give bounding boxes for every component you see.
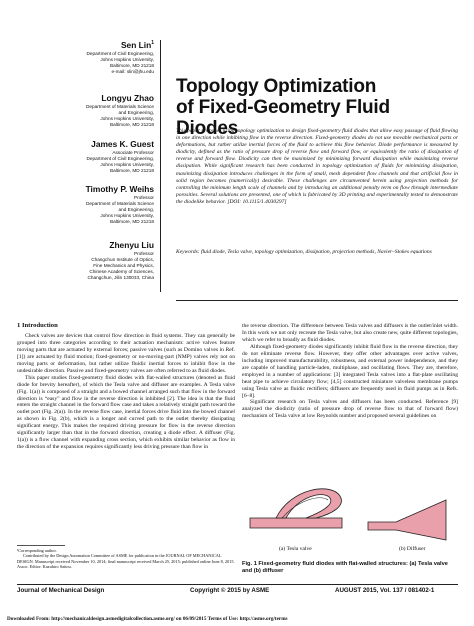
author-affiliation-line: e-mail: slin@jhu.edu: [111, 69, 154, 74]
author-affiliation-line: and Engineering,: [118, 207, 154, 212]
left-paragraph-2: This paper studies fixed-geometry fluid diodes with flat-walled structures (denoted as fluid diode for brevity hereafter), of which the Tesla valve and diffuser are examples. A Tesla valve (Fig. 1(a)) is composed of a straight and a bowed channel arranged such that flow in the forward direction is “easy” and flow in the reverse direction is inhibited [2]. The idea is that the fluid enters the straight channel in the forward flow case and takes a relatively straight path toward the outlet port (Fig. 2(a)). In the reverse flow case, inertial forces drive fluid into the bowed channel as shown in Fig. 2(b), which is a longer and curved path to the outlet thereby dissipating significant energy. This makes the required driving pressure for flow in the reverse direction significantly larger than that in the forward direction, creating a diode effect. A diffuser (Fig. 1(a)) is a flow channel with expanding cross section, which exhibits similar behavior as flow in the direction of the expansion requires significantly less driving pressure than flow in: [17, 374, 235, 451]
author-affiliation-line: Professor: [133, 195, 154, 200]
footer-divider: [17, 584, 458, 585]
header-divider: [176, 300, 458, 301]
corresponding-author-mark: 1: [151, 40, 154, 47]
author-block: [40, 139, 154, 174]
author-block: [40, 40, 154, 75]
author-affiliation-line: Baltimore, MD 21218: [109, 63, 154, 68]
author-affiliation-line: Johns Hopkins University,: [100, 57, 154, 62]
author-name: Zhenyu Liu: [109, 240, 154, 250]
author-affiliation-line: Professor: [133, 251, 154, 256]
author-block: [40, 184, 154, 225]
footnote-rule: [17, 545, 65, 546]
figure-label-a: (a) Tesla valve: [279, 546, 312, 552]
author-affiliation-line: Johns Hopkins University,: [100, 213, 154, 218]
author-affiliation-line: and Engineering,: [118, 110, 154, 115]
author-name: Sen Lin: [120, 40, 152, 50]
title-line-1: Topology Optimization: [176, 76, 377, 97]
author-name-row: [40, 40, 154, 50]
footnote: [17, 548, 235, 569]
tesla-valve-drawing: [250, 489, 342, 528]
right-paragraph-2: Although fixed-geometry diodes significantly inhibit fluid flow in the reverse direction, they do not eliminate reverse flow. However, they offer other advantages over active valves, including improved manufacturability, robustness, and external power independence, and they are capable of handling particle-laden, multiphase, and oscillating flows. They are, therefore, employed in a number of applications: [3] integrated Tesla valves into a flat-plate oscillating heat pipe to achieve circulatory flow; [4,5] constructed miniature valveless membrane pumps using Tesla valve as fluidic rectifiers; diffusers are frequently used in fluid pumps as in Refs. [6–8].: [242, 343, 458, 399]
author-affiliation-line: Department of Materials Science: [86, 104, 154, 109]
left-column: [17, 323, 235, 451]
section-heading: 1 Introduction: [17, 322, 58, 329]
author-affiliation-line: Department of Civil Engineering,: [86, 156, 154, 161]
abstract: This paper proposes using topology optimization to design fixed-geometry fluid diodes that allow easy passage of fluid flowing in one direction while inhibiting flow in the reverse direction. Fixed-geometry diodes do not use movable mechanical parts or deformations, but rather utilize inertial forces of the fluid to achieve this flow behavior. Diode performance is measured by diodicity, defined as the ratio of pressure drop of reverse flow and forward flow, or equivalently the ratio of dissipation of reverse and forward flow. Diodicity can then be maximized by minimizing forward dissipation while maximizing reverse dissipation. While significant research has been conducted in topology optimization of fluids for minimizing dissipation, maximizing dissipation introduces challenges in the form of small, mesh dependent flow channels and that artificial flow in solid region becomes (numerically) desirable. These challenges are circumvented herein using projection methods for controlling the minimum length scale of channels and by introducing an additional penalty term on flow through intermediate porosities. Several solutions are presented, one of which is fabricated by 3D printing and experimentally tested to demonstrate the diodelike behavior. [DOI: 10.1115/1.4030297]: [176, 128, 458, 205]
copyright: Copyright © 2015 by ASME: [190, 587, 270, 594]
author-block: [40, 240, 154, 281]
author-name: James K. Guest: [91, 139, 154, 149]
author-affiliation-line: Johns Hopkins University,: [100, 162, 154, 167]
author-affiliation-line: Baltimore, MD 21218: [109, 122, 154, 127]
download-notice: Downloaded From: http://mechanicaldesign.asmedigitalcollection.asme.org/ on 06/09/2015 Terms of Use: http://asme.org/terms: [7, 616, 288, 622]
title-line-2: of Fixed-Geometry Fluid Diodes: [176, 97, 390, 139]
diffuser-drawing: [368, 500, 446, 540]
author-name: Timothy P. Weihs: [85, 184, 154, 194]
author-name: Longyu Zhao: [101, 93, 154, 103]
figure-1: [246, 478, 456, 542]
right-paragraph-3: Significant research on Tesla valves and diffusers has been conducted. Reference [9] analyzed the diodicity (ratio of pressure drop of reverse flow to that of forward flow) mechanism of Tesla valve at low Reynolds number and proposed several guidelines on: [242, 399, 458, 420]
author-affiliation-line: Baltimore, MD 21218: [109, 219, 154, 224]
right-paragraph-1: the reverse direction. The difference between Tesla valves and diffusers is the outlet/inlet width. In this work we not only recreate the Tesla valve, but also create new, quite different topologies, which we refer to broadly as fluid diodes.: [242, 323, 458, 343]
figure-caption: [242, 561, 458, 575]
footnote-contribution: Contributed by the Design Automation Committee of ASME for publication in the JOURNAL OF MECHANICAL DESIGN. Manuscript received November 10, 2014; final manuscript received March 25, 2015; published online June 8, 2015. Assoc. Editor: Kazuhiro Saitou.: [17, 553, 235, 569]
figure-label-b: (b) Diffuser: [399, 546, 426, 552]
author-block: [40, 93, 154, 128]
right-column: [242, 323, 458, 420]
author-affiliation-line: Baltimore, MD 21218: [109, 168, 154, 173]
author-affiliation-line: Department of Materials Science: [86, 201, 154, 206]
author-affiliation-line: Johns Hopkins University,: [100, 116, 154, 121]
author-affiliation-line: Changchun, Jilin 130033, China: [87, 275, 154, 280]
left-paragraph-1: Check valves are devices that control flow direction in fluid systems. They can generally be grouped into three categories according to their actuation mechanism: active valves feature moving parts that are actuated by external forces; passive valves (such as Domino valves in Ref. [1]) are actuated by fluid motion; fixed-geometry or no-moving-part (NMP) valves rely not on moving parts or deformation, but rather utilize fluidic inertial forces to inhibit flow in the undesirable direction. Passive and fixed-geometry valves are often referred to as fluid diodes.: [17, 332, 235, 374]
author-affiliation-line: Associate Professor: [112, 150, 154, 155]
author-affiliation-line: Changchun Institute of Optics,: [91, 257, 154, 262]
footnote-corresponding: ¹Corresponding author.: [17, 548, 57, 553]
author-affiliation-line: Fine Mechanics and Physics,: [93, 263, 154, 268]
journal-name: Journal of Mechanical Design: [17, 587, 105, 594]
keywords: Keywords: fluid diode, Tesla valve, topology optimization, dissipation, projection methods, Navier–Stokes equations: [176, 249, 432, 255]
author-affiliation-line: Department of Civil Engineering,: [86, 51, 154, 56]
author-affiliation-line: Chinese Academy of Sciences,: [89, 269, 154, 274]
figure-caption-text: Fig. 1 Fixed-geometry fluid diodes with flat-walled structures: (a) Tesla valve and (b) diffuser: [242, 561, 448, 574]
issue-info: AUGUST 2015, Vol. 137 / 081402-1: [335, 587, 435, 594]
author-divider: [160, 40, 161, 292]
